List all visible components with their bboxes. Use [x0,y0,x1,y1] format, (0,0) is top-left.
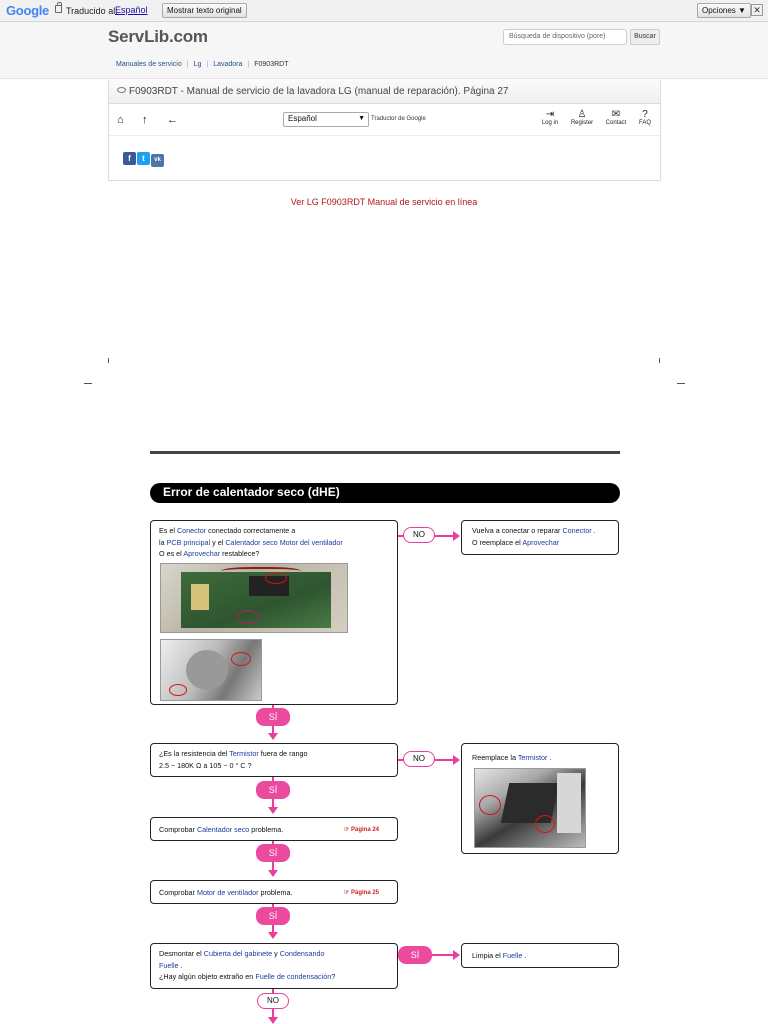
highlight-ring [231,652,251,666]
login-label: Log in [541,120,559,126]
lock-icon [55,5,62,13]
thermistor-photo [474,768,586,848]
page-reference[interactable]: ☞ Página 25 [343,890,379,896]
yes5-box [461,943,619,968]
crop-mark [659,358,660,363]
dry-heater-term: Calentador seco [225,537,278,547]
cabinet-cover-term: Cubierta del gabinete [203,949,273,958]
document-toolbar [109,104,660,136]
text: . [593,526,596,535]
envelope-icon: ✉ [611,109,621,120]
facebook-icon[interactable]: f [123,152,136,165]
twitter-icon[interactable]: t [137,152,150,165]
thermistor-term: Termistor [517,753,548,762]
step2-box [150,743,398,777]
no1-box [461,520,619,555]
text: problema. [260,888,293,897]
pcb-photo [160,563,348,633]
section-title: Error de calentador seco (dHE) [150,483,620,503]
google-logo-text: Google [6,3,49,18]
no-label: NO [403,751,435,767]
vk-icon[interactable]: vk [151,154,164,167]
text: . [180,960,183,970]
fan-motor-photo [160,639,262,701]
arrow-left-icon[interactable]: ← [167,114,178,126]
step5-box [150,943,398,989]
text: restablece? [222,549,260,558]
section-rule [150,451,620,454]
page-title-bar [109,80,660,104]
breadcrumb-current: F0903RDT [254,61,289,68]
question-icon: ? [642,109,648,120]
bellows-term: Fuelle [159,960,179,970]
text: Limpia el [472,951,501,960]
text: Comprobar [159,888,195,897]
no-label: NO [257,993,289,1009]
step3-box [150,817,398,841]
google-logo [6,3,49,18]
text: . [524,951,527,960]
highlight-ring [535,815,555,833]
page-title: F0903RDT - Manual de servicio de la lavadora LG (manual de reparación). Página 27 [129,86,509,97]
text: conectado correctamente a [208,526,296,535]
text: Vuelva a conectar o reparar [472,526,561,535]
text: problema. [251,825,284,834]
breadcrumb-washer[interactable]: Lavadora [213,61,243,68]
step1-box [150,520,398,705]
yes-label: SÍ [256,907,290,925]
fan-motor-term: Motor del ventilador [279,537,343,547]
language-select-value: Español [288,114,317,123]
login-button[interactable] [535,109,565,126]
capacitor [191,584,209,610]
text: y el [212,537,224,547]
crop-mark [677,383,685,384]
close-icon[interactable]: ✕ [751,4,763,16]
register-button[interactable] [567,109,597,126]
harness-term: Aprovechar [522,537,560,547]
yes-label: SÍ [398,946,432,964]
crop-mark [84,383,92,384]
faq-label: FAQ [638,120,651,126]
text: . [549,753,552,762]
breadcrumb-lg[interactable]: Lg [193,61,202,68]
no-label: NO [403,527,435,543]
wire [221,567,301,577]
text: Desmontar el [159,949,202,958]
harness-term: Aprovechar [183,549,221,558]
yes-label: SÍ [256,781,290,799]
fan-motor-term: Motor de ventilador [196,888,259,897]
condensing-bellows-term: Fuelle de condensación [255,972,332,981]
step4-box [150,880,398,904]
text: Comprobar [159,825,195,834]
register-label: Register [570,120,594,126]
motor-housing [186,650,228,690]
view-online-link[interactable]: Ver LG F0903RDT Manual de servicio en línea [290,197,478,207]
login-icon: ⇥ [545,109,555,120]
text: O es el [159,549,182,558]
text: Es el [159,526,175,535]
breadcrumb: Manuales de servicio | Lg | Lavadora | F0903RDT [116,61,289,68]
faq-button[interactable] [630,109,660,126]
text: ¿Hay algún objeto extraño en [159,972,254,981]
text: ¿Es la resistencia del [159,749,228,758]
google-translator-label: Traductor de Google [371,116,426,122]
no2-box [461,743,619,854]
text: Reemplace la [472,753,516,762]
site-logo[interactable]: ServLib.com [108,27,208,46]
breadcrumb-service-manuals[interactable]: Manuales de servicio [116,61,182,68]
contact-button[interactable] [601,109,631,126]
text: fuera de rango [260,749,308,758]
contact-label: Contact [605,120,627,126]
condensing-term: Condensando [279,949,325,958]
text: la [159,537,165,547]
eye-icon [117,87,126,93]
highlight-ring [237,610,259,624]
main-pcb-term: PCB principal [166,537,211,547]
chevron-down-icon: ▼ [358,115,365,122]
search-button[interactable]: Buscar [630,29,660,45]
language-select[interactable] [283,112,369,127]
translate-bar [0,0,768,22]
text: y [274,949,278,958]
connector-term: Conector [176,526,207,535]
share-buttons [123,148,165,167]
site-header [0,22,768,79]
connector-term: Conector [562,526,592,535]
arrow-up-icon[interactable]: ↑ [142,114,148,126]
options-button[interactable]: Opciones ▼ [697,3,751,18]
search-input[interactable]: Búsqueda de dispositivo (pore) [503,29,627,45]
home-icon[interactable]: ⌂ [117,114,124,126]
language-dropdown[interactable]: Español [115,5,148,15]
crop-mark [108,358,109,363]
dry-heater-term: Calentador seco [196,825,250,834]
yes-label: SÍ [256,844,290,862]
thermistor-term: Termistor [229,749,259,758]
text: O reemplace el [472,537,521,547]
translate-to-label: Traducido al: [66,6,118,16]
bracket [557,773,581,833]
highlight-ring [169,684,187,696]
highlight-ring [479,795,501,815]
user-add-icon: ♙ [577,109,587,120]
page-reference[interactable]: ☞ Página 24 [343,827,379,833]
yes-label: SÍ [256,708,290,726]
bellows-term: Fuelle [502,951,523,960]
text: ? [331,972,336,981]
highlight-ring [265,572,287,584]
resistance-range: 2.5 ~ 180K Ω a 105 ~ 0 ° C ? [159,760,252,770]
document-panel [108,80,661,181]
show-original-button[interactable]: Mostrar texto original [162,3,247,18]
